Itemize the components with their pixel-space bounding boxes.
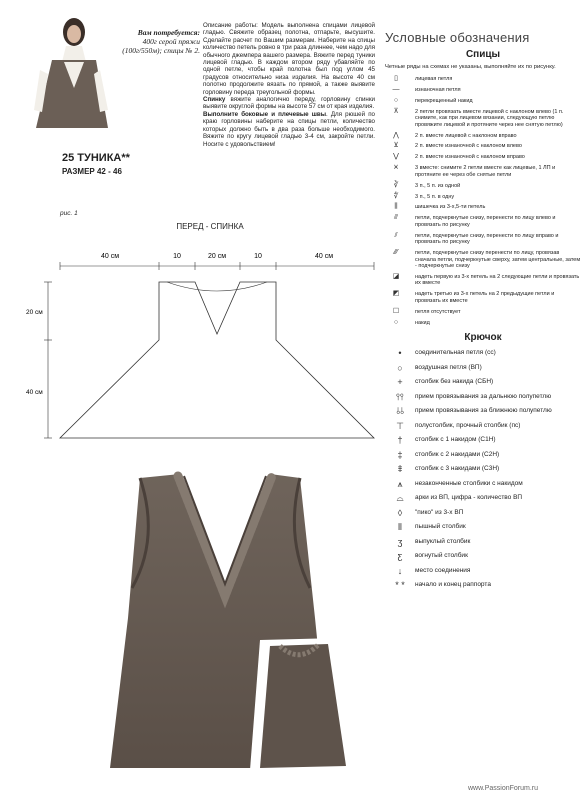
legend-row-text: петли, подчеркнутые снизу, перенести по лицу влево и провязать по рисунку	[415, 215, 556, 228]
crochet-symbol-icon: †	[397, 435, 403, 446]
diagram-title: ПЕРЕД - СПИНКА	[176, 222, 244, 231]
legend-row	[385, 98, 581, 105]
knit-symbol-icon: ⩙	[394, 164, 398, 172]
legend-row	[385, 165, 581, 178]
item-size: РАЗМЕР 42 - 46	[62, 167, 122, 176]
crochet-symbol-icon: ◊	[397, 507, 403, 518]
crochet-symbol-icon: ○	[397, 362, 403, 373]
desc-seams-label: Выполните боковые и плечевые швы	[203, 110, 326, 118]
knit-symbol-icon: ∛	[393, 181, 399, 189]
crochet-row	[385, 422, 581, 430]
crochet-symbol-icon: * *	[395, 580, 405, 591]
desc-paragraph-2	[203, 96, 375, 111]
legend-row	[385, 183, 581, 190]
legend-row	[385, 154, 581, 161]
legend-row	[385, 291, 581, 304]
legend-row	[385, 76, 581, 83]
front-back-pattern-diagram	[12, 238, 382, 453]
knitting-symbols-list	[385, 76, 581, 326]
crochet-row-text: прием провязывания за ближнюю полупетлю	[415, 407, 552, 415]
crochet-row-text: полустолбик, прочный столбик (пс)	[415, 421, 521, 429]
dim-top-3: 20 см	[207, 253, 227, 260]
legend-row	[385, 215, 581, 228]
materials-title: Вам потребуется:	[137, 28, 200, 37]
crochet-symbol-icon: •	[398, 348, 402, 359]
legend-row	[385, 204, 581, 211]
legend-row-text: 2 петли провязать вместе лицевой с наклоном влево (1 п. снимите, как при лицевом вязании, следующую петлю провяжите лицевой и протяните через нее снятую петлю)	[415, 108, 564, 128]
crochet-symbol-icon: ⹋	[397, 464, 403, 475]
dim-side-1: 20 см	[26, 309, 43, 316]
legend-row	[385, 233, 581, 246]
crochet-symbol-icon: ʒ	[397, 536, 403, 547]
crochet-row	[385, 567, 581, 575]
crochet-symbol-icon: ⩚	[397, 478, 403, 489]
pattern-outline	[60, 282, 374, 438]
knit-symbol-icon: ○	[393, 318, 399, 326]
crochet-symbols-list	[385, 349, 581, 589]
desc-back-label: Спинку	[203, 96, 226, 104]
legend-row-text: 3 вместе: снимите 2 петли вместе как лицевые, 1 ЛП и протяните ее через обе снятые петли	[415, 165, 556, 178]
knit-symbol-icon: ◪	[392, 272, 400, 280]
knit-symbol-icon: ◩	[392, 290, 400, 298]
desc-paragraph-1: Описание работы: Модель выполнена спицами лицевой гладью. Свяжите образец полотна, отпарьте, высушите. Сделайте расчет по Вашим размерам. Наберите на спицы количество петель ровно в три раза длиннее, чем надо для обычного джемпера вашего размера. Вяжите перед туники лицевой гладью. В каждом втором ряду убавляйте по одной петле, чтобы край полотна был под углом 45 градусов относительно низа изделия. На высоте 40 см полотно продолжите вязать по прямой, а также выявите горловину переда треугольной формы.	[203, 22, 375, 96]
legend-panel	[385, 30, 581, 596]
crochet-symbol-icon: ⫰⫰	[396, 406, 404, 417]
knit-symbol-icon: ⫼	[394, 203, 398, 211]
legend-row	[385, 250, 581, 270]
crochet-row	[385, 552, 581, 560]
knit-symbol-icon: ☐	[392, 307, 400, 315]
knit-symbol-icon: ⫽	[394, 231, 398, 239]
crochet-row	[385, 494, 581, 502]
crochet-row	[385, 451, 581, 459]
crochet-row	[385, 436, 581, 444]
crochet-symbol-icon: ‡	[397, 449, 403, 460]
knit-symbol-icon: —	[392, 85, 400, 93]
knit-symbol-icon: ⊼	[393, 107, 399, 115]
knit-symbol-icon: ⋀	[393, 131, 399, 139]
work-description	[203, 22, 375, 148]
legend-row-text: перекрещенный накид	[415, 97, 473, 104]
legend-row-text: 2 п. вместе лицевой с наклоном вправо	[415, 132, 517, 139]
crochet-row-text: арки из ВП, цифра - количество ВП	[415, 494, 523, 502]
crochet-symbol-icon: ↓	[397, 565, 403, 576]
legend-crochet-title: Крючок	[464, 332, 502, 344]
crochet-symbol-icon: ⦀	[398, 522, 402, 533]
knit-symbol-icon: ○	[393, 96, 399, 104]
crochet-row-text: "пико" из 3-х ВП	[415, 508, 464, 516]
legend-row-text: надеть первую из 3-х петель на 2 следующие петли и провязать их вместе	[415, 273, 580, 287]
legend-row-text: 3 п., 5 п. в одну	[415, 193, 455, 200]
knit-symbol-icon: ⋁	[393, 153, 399, 161]
crochet-row-text: место соединения	[415, 566, 471, 574]
crochet-row-text: воздушная петля (ВП)	[415, 363, 482, 371]
dim-top-5: 40 см	[314, 253, 334, 260]
crochet-symbol-icon: +	[397, 377, 403, 388]
garment-photo	[110, 468, 360, 780]
crochet-row	[385, 378, 581, 386]
legend-row	[385, 133, 581, 140]
crochet-row-text: столбик с 1 накидом (С1Н)	[415, 436, 496, 444]
crochet-row-text: незаконченные столбики с накидом	[415, 479, 523, 487]
legend-row	[385, 309, 581, 316]
legend-row-text: 2 п. вместе изнаночной с наклоном влево	[415, 143, 522, 150]
crochet-row	[385, 581, 581, 589]
legend-row-text: накид	[415, 319, 430, 326]
item-title: 25 ТУНИКА**	[62, 152, 130, 164]
legend-title: Условные обозначения	[385, 30, 530, 45]
materials-text: 400г серой пряжи (100г/550м); спицы № 2.	[122, 37, 200, 55]
legend-row	[385, 274, 581, 287]
crochet-row-text: столбик без накида (СБН)	[415, 378, 494, 386]
desc-seams-text: . Для рюшей по краю горловины наберите на спицы петли, количество которых должно быть в два раза больше необходимого. Вяжите по кругу лицевой гладью 3-4 см, закройте петли. Носите с удовольствием!	[203, 110, 375, 148]
crochet-row-text: выпуклый столбик	[415, 537, 471, 545]
legend-row-text: петля отсутствует	[415, 308, 461, 315]
legend-row	[385, 109, 581, 129]
legend-note: Четные ряды на схемах не указаны, выполняйте их по рисунку.	[385, 64, 556, 70]
crochet-symbol-icon: ⫯⫯	[396, 391, 404, 402]
desc-paragraph-3	[203, 111, 375, 148]
crochet-row	[385, 393, 581, 401]
watermark: www.PassionForum.ru	[468, 785, 539, 792]
crochet-row-text: прием провязывания за дальнюю полупетлю	[415, 392, 552, 400]
legend-row-text: лицевая петля	[415, 76, 453, 82]
dim-top-4: 10	[254, 253, 262, 260]
crochet-row-text: пышный столбик	[415, 523, 466, 531]
model-photo	[30, 10, 112, 150]
legend-row-text: 3 п., 5 п. из одной	[415, 182, 461, 189]
desc-back-text: вяжите аналогично переду, горловину спинки выявите округлой формы на высоте 57 см от края изделия.	[203, 96, 375, 111]
legend-row-text: петли, подчеркнутые снизу перенести по лицу, провязав сначала петли, подчеркнутые сверху, затем центральные, затем - подчеркнутые снизу	[415, 250, 581, 270]
dim-top-1: 40 см	[100, 253, 120, 260]
crochet-row	[385, 465, 581, 473]
dim-side-2: 40 см	[26, 389, 43, 396]
crochet-row	[385, 523, 581, 531]
legend-row-text: надеть третью из 3-х петель на 2 предыдущие петли и провязать их вместе	[415, 291, 555, 304]
knit-symbol-icon: ⫻	[393, 214, 399, 222]
legend-row-text: изнаночная петля	[415, 86, 461, 93]
crochet-row	[385, 349, 581, 357]
figure-label: рис. 1	[60, 210, 78, 217]
knit-symbol-icon: ⁄⁄⁄	[394, 249, 398, 257]
knit-symbol-icon: ∜	[393, 192, 399, 200]
legend-row	[385, 143, 581, 150]
crochet-symbol-icon: ƹ	[397, 551, 403, 562]
crochet-row	[385, 538, 581, 546]
legend-row-text: петли, подчеркнутые снизу, перенести по лицу вправо и провязать по рисунку	[415, 232, 559, 246]
crochet-row-text: столбик с 2 накидами (С2Н)	[415, 450, 500, 458]
legend-row	[385, 320, 581, 327]
crochet-row-text: столбик с 3 накидами (С3Н)	[415, 465, 500, 473]
crochet-row-text: вогнутый столбик	[415, 552, 468, 560]
crochet-row-text: начало и конец раппорта	[415, 581, 491, 589]
legend-row-text: 2 п. вместе изнаночной с наклоном вправо	[415, 154, 525, 161]
crochet-row	[385, 364, 581, 372]
legend-row	[385, 194, 581, 201]
crochet-symbol-icon: ⌓	[396, 493, 404, 504]
crochet-row	[385, 407, 581, 415]
crochet-row	[385, 509, 581, 517]
crochet-symbol-icon: ⊤	[396, 420, 404, 431]
materials-needed	[112, 28, 200, 55]
crochet-row	[385, 480, 581, 488]
legend-row	[385, 87, 581, 94]
crochet-row-text: соединительная петля (сс)	[415, 349, 496, 357]
dim-top-2: 10	[173, 253, 181, 260]
legend-row-text: шишечка из 3-х,5-ти петель	[415, 204, 486, 211]
back-neckline	[167, 282, 267, 291]
knit-symbol-icon: ⊻	[393, 142, 399, 150]
knit-symbol-icon: ▯	[394, 75, 398, 82]
legend-knitting-title: Спицы	[465, 49, 501, 60]
